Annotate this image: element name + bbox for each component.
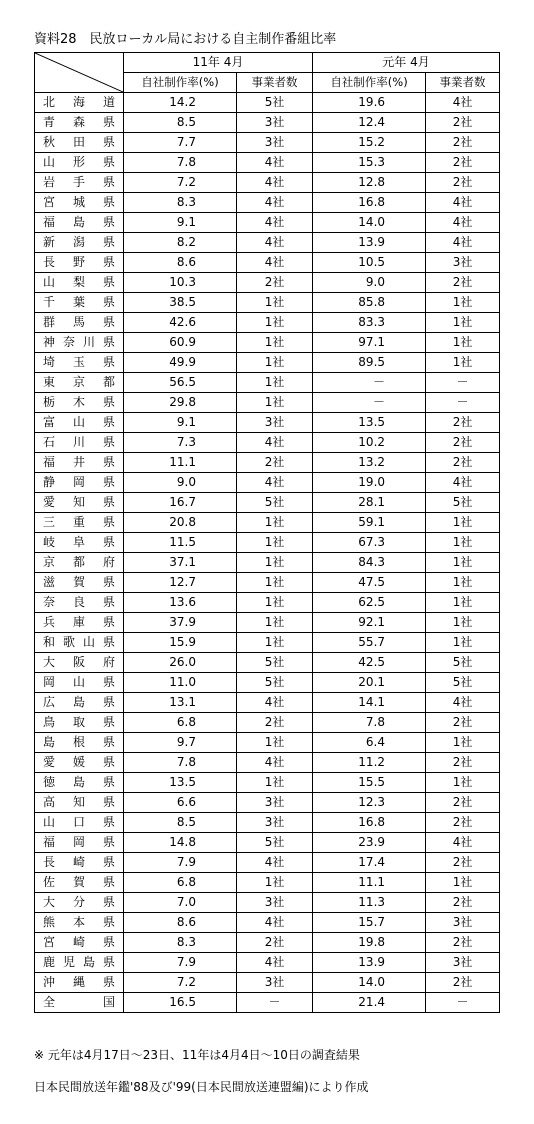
document-title: 資料28 民放ローカル局における自主制作番組比率 xyxy=(34,32,337,47)
count-h11-cell: 1社 xyxy=(237,513,313,533)
count-gannen-cell: 3社 xyxy=(426,953,500,973)
prefecture-cell: 滋賀県 xyxy=(35,573,124,593)
table-row xyxy=(35,313,500,333)
count-h11-cell: 3社 xyxy=(237,793,313,813)
prefecture-cell: 愛知県 xyxy=(35,493,124,513)
count-h11-cell: 4社 xyxy=(237,153,313,173)
count-h11-cell: 4社 xyxy=(237,193,313,213)
ratio-gannen-cell: 12.4 xyxy=(313,113,426,133)
count-gannen-cell: 2社 xyxy=(426,713,500,733)
prefecture-cell: 長野県 xyxy=(35,253,124,273)
ratio-gannen-cell: 7.8 xyxy=(313,713,426,733)
table-row xyxy=(35,233,500,253)
ratio-h11-cell: 15.9 xyxy=(124,633,237,653)
prefecture-cell: 福岡県 xyxy=(35,833,124,853)
count-gannen-cell: 4社 xyxy=(426,833,500,853)
prefecture-cell: 北海道 xyxy=(35,93,124,113)
count-h11-cell: 4社 xyxy=(237,233,313,253)
ratio-gannen-cell: 59.1 xyxy=(313,513,426,533)
prefecture-cell: 宮崎県 xyxy=(35,933,124,953)
ratio-gannen-cell: 12.8 xyxy=(313,173,426,193)
ratio-gannen-cell: 14.0 xyxy=(313,213,426,233)
table-row xyxy=(35,493,500,513)
source-note: 日本民間放送年鑑'88及び'99(日本民間放送連盟編)により作成 xyxy=(34,1080,369,1094)
ratio-gannen-cell: 84.3 xyxy=(313,553,426,573)
ratio-h11-cell: 9.1 xyxy=(124,213,237,233)
ratio-h11-cell: 16.5 xyxy=(124,993,237,1013)
table-row xyxy=(35,793,500,813)
prefecture-cell: 石川県 xyxy=(35,433,124,453)
ratio-gannen-cell: － xyxy=(313,393,426,413)
prefecture-cell: 埼玉県 xyxy=(35,353,124,373)
ratio-h11-cell: 8.5 xyxy=(124,813,237,833)
table-row xyxy=(35,933,500,953)
prefecture-cell: 山口県 xyxy=(35,813,124,833)
table-row xyxy=(35,153,500,173)
count-gannen-cell: 2社 xyxy=(426,173,500,193)
ratio-h11-cell: 7.3 xyxy=(124,433,237,453)
ratio-gannen-cell: － xyxy=(313,373,426,393)
count-h11-cell: 1社 xyxy=(237,533,313,553)
ratio-h11-cell: 8.5 xyxy=(124,113,237,133)
ratio-h11-cell: 29.8 xyxy=(124,393,237,413)
count-gannen-cell: 1社 xyxy=(426,593,500,613)
prefecture-cell: 和歌山県 xyxy=(35,633,124,653)
prefecture-cell: 大阪府 xyxy=(35,653,124,673)
prefecture-cell: 静岡県 xyxy=(35,473,124,493)
ratio-gannen-cell: 89.5 xyxy=(313,353,426,373)
prefecture-cell: 島根県 xyxy=(35,733,124,753)
ratio-gannen-cell: 11.3 xyxy=(313,893,426,913)
ratio-gannen-cell: 85.8 xyxy=(313,293,426,313)
ratio-gannen-cell: 6.4 xyxy=(313,733,426,753)
table-row xyxy=(35,913,500,933)
period-gannen-header: 元年 4月 xyxy=(313,53,500,73)
ratio-gannen-cell: 11.1 xyxy=(313,873,426,893)
ratio-h11-cell: 14.2 xyxy=(124,93,237,113)
prefecture-cell: 徳島県 xyxy=(35,773,124,793)
count-h11-cell: 2社 xyxy=(237,453,313,473)
ratio-gannen-cell: 15.5 xyxy=(313,773,426,793)
table-row xyxy=(35,833,500,853)
prefecture-cell: 神奈川県 xyxy=(35,333,124,353)
prefecture-cell: 山梨県 xyxy=(35,273,124,293)
ratio-gannen-cell: 13.2 xyxy=(313,453,426,473)
ratio-h11-cell: 8.2 xyxy=(124,233,237,253)
ratio-gannen-cell: 11.2 xyxy=(313,753,426,773)
count-h11-cell: 2社 xyxy=(237,273,313,293)
ratio-h11-cell: 11.5 xyxy=(124,533,237,553)
table-row xyxy=(35,633,500,653)
ratio-h11-cell: 7.7 xyxy=(124,133,237,153)
count-h11-cell: 4社 xyxy=(237,753,313,773)
ratio-h11-cell: 37.1 xyxy=(124,553,237,573)
count-gannen-cell: 1社 xyxy=(426,313,500,333)
count-gannen-cell: 1社 xyxy=(426,613,500,633)
count-gannen-cell: 4社 xyxy=(426,473,500,493)
table-row xyxy=(35,973,500,993)
prefecture-cell: 兵庫県 xyxy=(35,613,124,633)
prefecture-cell: 秋田県 xyxy=(35,133,124,153)
count-h11-cell: 1社 xyxy=(237,553,313,573)
ratio-h11-cell: 26.0 xyxy=(124,653,237,673)
count-h11-cell: 4社 xyxy=(237,213,313,233)
count-gannen-cell: － xyxy=(426,993,500,1013)
count-gannen-cell: 1社 xyxy=(426,553,500,573)
prefecture-cell: 新潟県 xyxy=(35,233,124,253)
ratio-h11-cell: 56.5 xyxy=(124,373,237,393)
ratio-gannen-cell: 12.3 xyxy=(313,793,426,813)
count-h11-cell: 4社 xyxy=(237,693,313,713)
count-gannen-cell: 3社 xyxy=(426,913,500,933)
count-h11-cell: 2社 xyxy=(237,933,313,953)
diagonal-line xyxy=(35,53,123,92)
prefecture-cell: 岡山県 xyxy=(35,673,124,693)
ratio-h11-cell: 13.6 xyxy=(124,593,237,613)
prefecture-cell: 愛媛県 xyxy=(35,753,124,773)
count-gannen-cell: 5社 xyxy=(426,673,500,693)
ratio-gannen-cell: 19.6 xyxy=(313,93,426,113)
ratio-h11-cell: 16.7 xyxy=(124,493,237,513)
table-row xyxy=(35,853,500,873)
count-h11-cell: 3社 xyxy=(237,413,313,433)
table-row xyxy=(35,533,500,553)
ratio-h11-cell: 12.7 xyxy=(124,573,237,593)
count-h11-cell: 3社 xyxy=(237,813,313,833)
count-h11-cell: 1社 xyxy=(237,373,313,393)
table-row xyxy=(35,593,500,613)
prefecture-cell: 高知県 xyxy=(35,793,124,813)
table-row xyxy=(35,273,500,293)
ratio-gannen-cell: 97.1 xyxy=(313,333,426,353)
col-count-gannen: 事業者数 xyxy=(426,73,500,93)
ratio-h11-cell: 7.9 xyxy=(124,953,237,973)
count-gannen-cell: － xyxy=(426,373,500,393)
prefecture-cell: 福井県 xyxy=(35,453,124,473)
count-h11-cell: 2社 xyxy=(237,713,313,733)
prefecture-cell: 富山県 xyxy=(35,413,124,433)
ratio-h11-cell: 20.8 xyxy=(124,513,237,533)
table-row xyxy=(35,953,500,973)
ratio-gannen-cell: 13.9 xyxy=(313,953,426,973)
count-gannen-cell: 1社 xyxy=(426,733,500,753)
ratio-h11-cell: 11.0 xyxy=(124,673,237,693)
count-gannen-cell: 1社 xyxy=(426,633,500,653)
prefecture-cell: 沖縄県 xyxy=(35,973,124,993)
count-gannen-cell: 1社 xyxy=(426,293,500,313)
ratio-gannen-cell: 23.9 xyxy=(313,833,426,853)
count-h11-cell: 1社 xyxy=(237,313,313,333)
table-row xyxy=(35,573,500,593)
table-row xyxy=(35,513,500,533)
local-station-ratio-table xyxy=(34,52,500,1013)
col-ratio-gannen: 自社制作率(%) xyxy=(313,73,426,93)
count-gannen-cell: 4社 xyxy=(426,693,500,713)
count-h11-cell: 4社 xyxy=(237,433,313,453)
ratio-gannen-cell: 15.7 xyxy=(313,913,426,933)
ratio-gannen-cell: 19.0 xyxy=(313,473,426,493)
ratio-h11-cell: 37.9 xyxy=(124,613,237,633)
table-row xyxy=(35,173,500,193)
prefecture-cell: 広島県 xyxy=(35,693,124,713)
ratio-h11-cell: 8.3 xyxy=(124,933,237,953)
ratio-gannen-cell: 14.0 xyxy=(313,973,426,993)
prefecture-cell: 全国 xyxy=(35,993,124,1013)
count-gannen-cell: － xyxy=(426,393,500,413)
count-gannen-cell: 2社 xyxy=(426,453,500,473)
ratio-h11-cell: 38.5 xyxy=(124,293,237,313)
table-row xyxy=(35,773,500,793)
ratio-gannen-cell: 16.8 xyxy=(313,813,426,833)
ratio-gannen-cell: 15.2 xyxy=(313,133,426,153)
table-row xyxy=(35,733,500,753)
ratio-h11-cell: 7.8 xyxy=(124,753,237,773)
table-row xyxy=(35,393,500,413)
count-h11-cell: 5社 xyxy=(237,833,313,853)
count-gannen-cell: 1社 xyxy=(426,513,500,533)
table-row xyxy=(35,133,500,153)
ratio-gannen-cell: 10.2 xyxy=(313,433,426,453)
prefecture-cell: 奈良県 xyxy=(35,593,124,613)
count-h11-cell: 3社 xyxy=(237,113,313,133)
count-gannen-cell: 2社 xyxy=(426,933,500,953)
ratio-gannen-cell: 55.7 xyxy=(313,633,426,653)
count-h11-cell: 4社 xyxy=(237,173,313,193)
ratio-gannen-cell: 14.1 xyxy=(313,693,426,713)
table-row xyxy=(35,553,500,573)
prefecture-cell: 長崎県 xyxy=(35,853,124,873)
ratio-gannen-cell: 62.5 xyxy=(313,593,426,613)
ratio-h11-cell: 42.6 xyxy=(124,313,237,333)
ratio-h11-cell: 49.9 xyxy=(124,353,237,373)
table-row xyxy=(35,293,500,313)
table-row xyxy=(35,673,500,693)
table-row xyxy=(35,613,500,633)
count-gannen-cell: 1社 xyxy=(426,353,500,373)
table-row xyxy=(35,893,500,913)
table-row xyxy=(35,713,500,733)
table-row xyxy=(35,693,500,713)
count-gannen-cell: 2社 xyxy=(426,893,500,913)
count-h11-cell: 4社 xyxy=(237,913,313,933)
ratio-h11-cell: 6.8 xyxy=(124,713,237,733)
period-h11-header: 11年 4月 xyxy=(124,53,313,73)
count-gannen-cell: 3社 xyxy=(426,253,500,273)
table-row xyxy=(35,473,500,493)
count-gannen-cell: 2社 xyxy=(426,753,500,773)
count-h11-cell: 3社 xyxy=(237,973,313,993)
ratio-gannen-cell: 42.5 xyxy=(313,653,426,673)
ratio-h11-cell: 7.8 xyxy=(124,153,237,173)
table-row xyxy=(35,653,500,673)
table-row xyxy=(35,993,500,1013)
table-row xyxy=(35,373,500,393)
count-h11-cell: 5社 xyxy=(237,93,313,113)
prefecture-cell: 宮城県 xyxy=(35,193,124,213)
count-h11-cell: 3社 xyxy=(237,133,313,153)
table-row xyxy=(35,213,500,233)
table-row xyxy=(35,413,500,433)
count-h11-cell: 1社 xyxy=(237,593,313,613)
survey-note: ※ 元年は4月17日～23日、11年は4月4日～10日の調査結果 xyxy=(34,1048,360,1062)
count-h11-cell: 4社 xyxy=(237,473,313,493)
prefecture-cell: 千葉県 xyxy=(35,293,124,313)
count-gannen-cell: 1社 xyxy=(426,533,500,553)
count-gannen-cell: 1社 xyxy=(426,773,500,793)
count-gannen-cell: 1社 xyxy=(426,573,500,593)
ratio-gannen-cell: 16.8 xyxy=(313,193,426,213)
count-h11-cell: 1社 xyxy=(237,873,313,893)
count-h11-cell: 1社 xyxy=(237,333,313,353)
ratio-h11-cell: 8.3 xyxy=(124,193,237,213)
col-ratio-h11: 自社制作率(%) xyxy=(124,73,237,93)
count-gannen-cell: 2社 xyxy=(426,153,500,173)
ratio-h11-cell: 9.1 xyxy=(124,413,237,433)
ratio-h11-cell: 10.3 xyxy=(124,273,237,293)
count-gannen-cell: 5社 xyxy=(426,653,500,673)
ratio-h11-cell: 14.8 xyxy=(124,833,237,853)
count-h11-cell: 5社 xyxy=(237,493,313,513)
ratio-h11-cell: 60.9 xyxy=(124,333,237,353)
ratio-gannen-cell: 13.5 xyxy=(313,413,426,433)
prefecture-cell: 佐賀県 xyxy=(35,873,124,893)
prefecture-cell: 三重県 xyxy=(35,513,124,533)
count-h11-cell: 4社 xyxy=(237,953,313,973)
count-gannen-cell: 2社 xyxy=(426,433,500,453)
count-gannen-cell: 2社 xyxy=(426,793,500,813)
prefecture-cell: 京都府 xyxy=(35,553,124,573)
count-gannen-cell: 4社 xyxy=(426,93,500,113)
count-gannen-cell: 4社 xyxy=(426,213,500,233)
prefecture-cell: 東京都 xyxy=(35,373,124,393)
ratio-h11-cell: 8.6 xyxy=(124,253,237,273)
count-h11-cell: 3社 xyxy=(237,893,313,913)
count-gannen-cell: 2社 xyxy=(426,413,500,433)
ratio-gannen-cell: 47.5 xyxy=(313,573,426,593)
prefecture-cell: 熊本県 xyxy=(35,913,124,933)
ratio-h11-cell: 7.2 xyxy=(124,973,237,993)
prefecture-cell: 大分県 xyxy=(35,893,124,913)
count-gannen-cell: 5社 xyxy=(426,493,500,513)
count-gannen-cell: 1社 xyxy=(426,873,500,893)
ratio-h11-cell: 9.7 xyxy=(124,733,237,753)
prefecture-cell: 岩手県 xyxy=(35,173,124,193)
ratio-gannen-cell: 92.1 xyxy=(313,613,426,633)
count-h11-cell: 1社 xyxy=(237,353,313,373)
table-row xyxy=(35,353,500,373)
prefecture-cell: 青森県 xyxy=(35,113,124,133)
prefecture-cell: 群馬県 xyxy=(35,313,124,333)
prefecture-cell: 山形県 xyxy=(35,153,124,173)
count-gannen-cell: 2社 xyxy=(426,133,500,153)
table-row xyxy=(35,113,500,133)
prefecture-cell: 福島県 xyxy=(35,213,124,233)
ratio-gannen-cell: 21.4 xyxy=(313,993,426,1013)
ratio-h11-cell: 7.2 xyxy=(124,173,237,193)
count-gannen-cell: 2社 xyxy=(426,973,500,993)
ratio-h11-cell: 6.6 xyxy=(124,793,237,813)
ratio-h11-cell: 8.6 xyxy=(124,913,237,933)
count-gannen-cell: 1社 xyxy=(426,333,500,353)
count-gannen-cell: 2社 xyxy=(426,853,500,873)
ratio-gannen-cell: 19.8 xyxy=(313,933,426,953)
count-h11-cell: 1社 xyxy=(237,573,313,593)
table-row xyxy=(35,193,500,213)
ratio-gannen-cell: 9.0 xyxy=(313,273,426,293)
table-row xyxy=(35,253,500,273)
count-h11-cell: 5社 xyxy=(237,673,313,693)
count-h11-cell: 1社 xyxy=(237,733,313,753)
table-row xyxy=(35,753,500,773)
col-count-h11: 事業者数 xyxy=(237,73,313,93)
count-h11-cell: 1社 xyxy=(237,633,313,653)
count-h11-cell: 1社 xyxy=(237,773,313,793)
count-gannen-cell: 2社 xyxy=(426,273,500,293)
ratio-gannen-cell: 13.9 xyxy=(313,233,426,253)
ratio-gannen-cell: 83.3 xyxy=(313,313,426,333)
header-row-periods xyxy=(35,53,500,73)
ratio-h11-cell: 9.0 xyxy=(124,473,237,493)
table-row xyxy=(35,93,500,113)
count-h11-cell: 4社 xyxy=(237,253,313,273)
count-gannen-cell: 4社 xyxy=(426,193,500,213)
prefecture-cell: 鹿児島県 xyxy=(35,953,124,973)
ratio-gannen-cell: 20.1 xyxy=(313,673,426,693)
corner-cell xyxy=(35,53,124,93)
ratio-gannen-cell: 28.1 xyxy=(313,493,426,513)
table-row xyxy=(35,433,500,453)
count-h11-cell: 4社 xyxy=(237,853,313,873)
ratio-h11-cell: 13.5 xyxy=(124,773,237,793)
prefecture-cell: 栃木県 xyxy=(35,393,124,413)
table-row xyxy=(35,333,500,353)
ratio-h11-cell: 11.1 xyxy=(124,453,237,473)
table-row xyxy=(35,813,500,833)
count-gannen-cell: 2社 xyxy=(426,813,500,833)
ratio-gannen-cell: 15.3 xyxy=(313,153,426,173)
ratio-gannen-cell: 67.3 xyxy=(313,533,426,553)
ratio-gannen-cell: 17.4 xyxy=(313,853,426,873)
count-h11-cell: 1社 xyxy=(237,393,313,413)
count-gannen-cell: 2社 xyxy=(426,113,500,133)
ratio-h11-cell: 7.0 xyxy=(124,893,237,913)
count-gannen-cell: 4社 xyxy=(426,233,500,253)
count-h11-cell: 1社 xyxy=(237,613,313,633)
count-h11-cell: 1社 xyxy=(237,293,313,313)
ratio-gannen-cell: 10.5 xyxy=(313,253,426,273)
count-h11-cell: 5社 xyxy=(237,653,313,673)
prefecture-cell: 岐阜県 xyxy=(35,533,124,553)
ratio-h11-cell: 6.8 xyxy=(124,873,237,893)
prefecture-cell: 鳥取県 xyxy=(35,713,124,733)
ratio-h11-cell: 7.9 xyxy=(124,853,237,873)
count-h11-cell: － xyxy=(237,993,313,1013)
ratio-h11-cell: 13.1 xyxy=(124,693,237,713)
table-row xyxy=(35,873,500,893)
table-row xyxy=(35,453,500,473)
